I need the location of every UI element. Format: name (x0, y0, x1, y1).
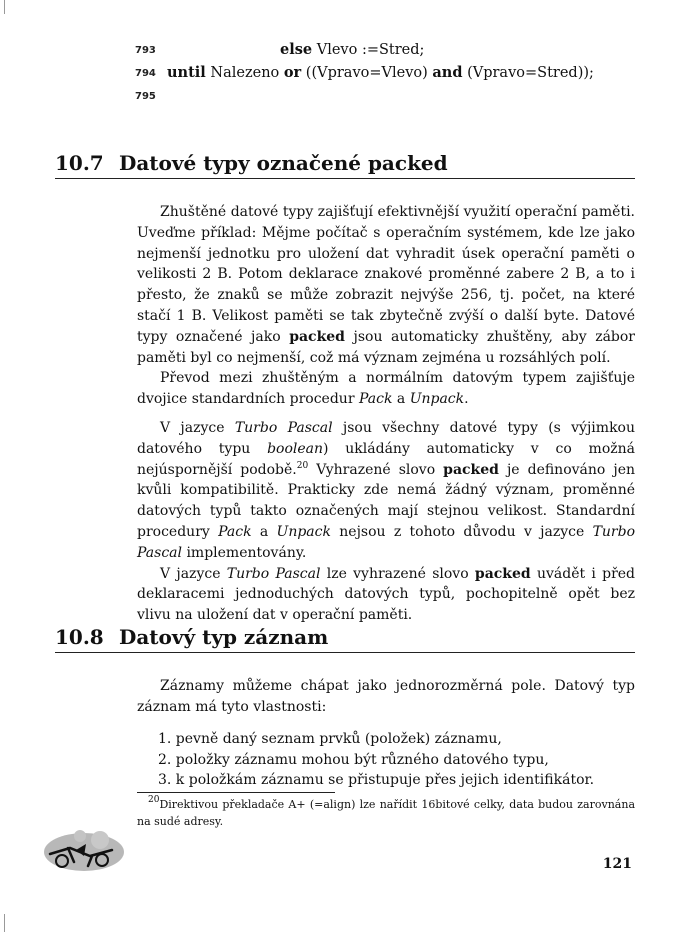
footnote-body: Direktivou překladače A+ (=align) lze nařídit 16bitové celky, data budou zarovnána na sudé adresy. (137, 798, 635, 828)
logo-bubble (91, 831, 109, 849)
paragraph (137, 564, 635, 626)
procedure-name: Unpack (276, 523, 331, 540)
procedure-name: Unpack (409, 391, 465, 408)
code-text (167, 61, 594, 85)
section-number: 10.8 (55, 625, 104, 649)
code-fragment: Nalezeno (205, 65, 284, 81)
footnote-mark: 20 (148, 795, 160, 805)
text-run: implementovány. (182, 544, 307, 561)
footnote (137, 796, 635, 830)
procedure-name: Pack (218, 523, 252, 540)
section-body (137, 202, 635, 626)
paragraph: Záznamy můžeme chápat jako jednorozměrná pole. Datový typ záznam má tyto vlastnosti: (137, 678, 635, 715)
code-line (135, 38, 655, 61)
keyword: until (167, 64, 206, 81)
paragraph (137, 368, 635, 410)
code-fragment: Vlevo :=Stred; (312, 42, 425, 58)
list-item: 3. k položkám záznamu se přistupuje přes jejich identifikátor. (158, 772, 595, 788)
keyword: else (280, 41, 313, 58)
paragraph (137, 202, 635, 368)
text-run: je definováno jen kvůli kompatibilitě. Prakticky zde nemá žádný význam, proměnné datových typů takto označených mají stejnou velikost. Standardní procedury (137, 461, 635, 540)
logo-bubble (74, 830, 86, 842)
line-number: 794 (135, 68, 156, 79)
keyword: and (432, 64, 463, 81)
section-title: Datový typ záznam (119, 625, 329, 649)
section-heading (55, 624, 635, 653)
code-fragment: (Vpravo=Stred)); (462, 65, 594, 81)
type-name: boolean (267, 440, 324, 457)
keyword-packed: packed (443, 461, 499, 478)
keyword: or (283, 64, 302, 81)
text-run: Vyhrazené slovo (308, 461, 444, 478)
property-list (158, 729, 618, 791)
text-run: a (392, 391, 410, 408)
line-number: 795 (135, 91, 156, 102)
footnote-divider (137, 792, 335, 793)
text-run: V jazyce (160, 419, 235, 436)
text-run: uvádět i před deklaracemi jednoduchých datových typů, pochopitelně opět bez vlivu na uložení dat v operační paměti. (137, 565, 636, 624)
code-line (135, 61, 655, 84)
list-item: 1. pevně daný seznam prvků (položek) záznamu, (158, 731, 502, 747)
footnote-reference: 20 (296, 460, 309, 471)
publisher-logo-icon (40, 826, 126, 874)
code-listing (135, 38, 655, 107)
text-run: a (251, 523, 277, 540)
page-number: 121 (602, 856, 632, 872)
crop-mark-bottom (4, 914, 5, 932)
text-run: jsou automaticky zhuštěny, aby zábor paměti byl co nejmenší, což má význam zejména u rozsáhlých polí. (137, 328, 635, 366)
keyword-packed: packed (289, 328, 345, 345)
section-number: 10.7 (55, 151, 104, 175)
crop-mark-top (4, 0, 5, 14)
procedure-name: Pack (358, 391, 393, 408)
section-title: Datové typy označené packed (119, 151, 448, 175)
list-item: 2. položky záznamu mohou být různého datového typu, (158, 751, 549, 768)
code-text (280, 38, 424, 62)
language-name: Turbo Pascal (137, 523, 635, 561)
text-run: Zhuštěné datové typy zajišťují efektivnější využití operační paměti. Uveďme příklad: Mějme počítač s operačním systémem, kde lze jako nejmenší jednotku pro uložení dat vyhradit úsek operační paměti o velikosti 2 B. Potom deklarace znakové proměnné zabere 2 B, a to i přesto, že znaků se může zobrazit nejvýše 256, tj. počet, na které stačí 1 B. Velikost paměti se tak zbytečně zvýší o další byte. Datové typy označené jako (137, 204, 635, 345)
code-fragment: ((Vpravo=Vlevo) (301, 65, 433, 81)
paragraph (137, 418, 635, 564)
text-run: lze vyhrazené slovo (320, 565, 475, 582)
text-run: . (464, 391, 469, 408)
section-heading (55, 150, 635, 179)
text-run: nejsou z tohoto důvodu v jazyce (330, 523, 593, 540)
line-number: 793 (135, 45, 156, 56)
text-run: jsou všechny datové typy (s výjimkou datového typu (137, 419, 635, 457)
language-name: Turbo Pascal (226, 565, 321, 582)
section-body (137, 676, 635, 718)
text-run: ) ukládány automaticky v co možná nejúspornější podobě. (137, 440, 635, 478)
language-name: Turbo Pascal (234, 419, 333, 436)
code-line (135, 84, 655, 107)
text-run: V jazyce (160, 565, 227, 582)
text-run: Převod mezi zhuštěným a normálním datovým typem zajišťuje dvojice standardních procedur (137, 370, 635, 408)
keyword-packed: packed (474, 565, 531, 582)
footnote-text (137, 796, 635, 830)
